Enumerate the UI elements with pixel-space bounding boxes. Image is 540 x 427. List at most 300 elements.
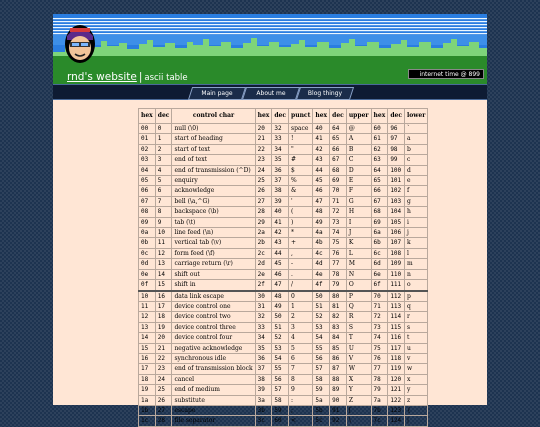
table-cell: 59 (272, 405, 289, 415)
table-cell: synchronous idle (172, 353, 255, 363)
table-cell: O (346, 280, 371, 291)
nav-label: About me (256, 90, 286, 97)
table-cell: null (\0) (172, 124, 255, 134)
table-cell: 52 (313, 312, 330, 322)
table-cell: 39 (255, 385, 272, 395)
page-container (53, 14, 487, 425)
table-cell: 23 (255, 155, 272, 165)
table-cell: 33 (255, 322, 272, 332)
table-cell: shift out (172, 269, 255, 279)
table-cell: 46 (272, 269, 289, 279)
table-cell: 21 (255, 134, 272, 144)
table-cell: 115 (388, 322, 405, 332)
table-cell: 69 (371, 217, 388, 227)
table-cell: E (346, 176, 371, 186)
column-header: upper (346, 109, 371, 124)
table-cell: device control four (172, 333, 255, 343)
table-cell: 1 (289, 301, 313, 311)
table-cell: 34 (255, 333, 272, 343)
table-cell: 19 (139, 385, 156, 395)
table-cell: 76 (330, 248, 347, 258)
table-cell: v (404, 353, 427, 363)
table-cell: 45 (272, 259, 289, 269)
table-cell: A (346, 134, 371, 144)
table-cell: , (289, 248, 313, 258)
table-cell: 53 (272, 343, 289, 353)
table-cell: 102 (388, 186, 405, 196)
nav-about-me[interactable] (242, 87, 300, 100)
table-cell: 5b (313, 405, 330, 415)
table-cell: u (404, 343, 427, 353)
table-cell: M (346, 259, 371, 269)
table-cell: form feed (\f) (172, 248, 255, 258)
table-cell: 16 (155, 291, 172, 302)
table-cell: N (346, 269, 371, 279)
table-cell: end of transmission (^D) (172, 165, 255, 175)
table-cell: 60 (371, 124, 388, 134)
table-cell: 86 (330, 353, 347, 363)
table-cell: 61 (371, 134, 388, 144)
table-cell: 88 (330, 374, 347, 384)
table-cell: 31 (255, 301, 272, 311)
column-header: control char (172, 109, 255, 124)
table-cell: 0b (139, 238, 156, 248)
table-cell: & (289, 186, 313, 196)
table-cell: V (346, 353, 371, 363)
table-cell: 75 (330, 238, 347, 248)
table-cell: 22 (155, 353, 172, 363)
table-cell: 26 (155, 395, 172, 405)
table-cell: 03 (139, 155, 156, 165)
table-cell: F (346, 186, 371, 196)
nav-label: Main page (201, 90, 233, 97)
table-cell: 121 (388, 385, 405, 395)
table-cell: 0e (139, 269, 156, 279)
table-cell: 68 (330, 165, 347, 175)
table-cell: 5 (155, 176, 172, 186)
site-header (53, 14, 487, 84)
column-header: lower (404, 109, 427, 124)
table-cell: Y (346, 385, 371, 395)
nav-blog-thingy[interactable] (296, 87, 354, 100)
table-cell: 14 (155, 269, 172, 279)
table-cell: * (289, 228, 313, 238)
table-cell: 103 (388, 196, 405, 206)
table-cell: ( (289, 207, 313, 217)
table-cell: shift in (172, 280, 255, 291)
table-cell: j (404, 228, 427, 238)
table-cell: 42 (272, 228, 289, 238)
table-cell: 63 (371, 155, 388, 165)
table-cell: 41 (313, 134, 330, 144)
table-cell: 10 (139, 291, 156, 302)
table-cell: % (289, 176, 313, 186)
table-cell: negative acknowledge (172, 343, 255, 353)
table-cell: 111 (388, 280, 405, 291)
table-cell: 4b (313, 238, 330, 248)
table-cell: 46 (313, 186, 330, 196)
table-cell: 89 (330, 385, 347, 395)
table-cell: device control three (172, 322, 255, 332)
table-row (139, 196, 428, 206)
table-cell: 37 (272, 176, 289, 186)
table-cell: 56 (313, 353, 330, 363)
table-cell: 108 (388, 248, 405, 258)
table-cell: 29 (255, 217, 272, 227)
table-cell: 4 (155, 165, 172, 175)
column-header: hex (255, 109, 272, 124)
table-cell: 4 (289, 333, 313, 343)
column-header: dec (155, 109, 172, 124)
table-row (139, 155, 428, 165)
table-cell: 7c (371, 416, 388, 426)
table-cell: 70 (330, 186, 347, 196)
table-cell: 2 (155, 144, 172, 154)
table-cell: device control one (172, 301, 255, 311)
table-cell: 3 (155, 155, 172, 165)
table-cell: 25 (155, 385, 172, 395)
table-cell: 82 (330, 312, 347, 322)
table-cell: 1a (139, 395, 156, 405)
table-cell: . (289, 269, 313, 279)
table-cell: 27 (155, 405, 172, 415)
table-cell: 4f (313, 280, 330, 291)
table-cell: 105 (388, 217, 405, 227)
table-cell: 80 (330, 291, 347, 302)
table-cell: 70 (371, 291, 388, 302)
table-cell: 64 (371, 165, 388, 175)
table-cell: data link escape (172, 291, 255, 302)
table-cell: 53 (313, 322, 330, 332)
column-header: punct (289, 109, 313, 124)
nav-bar (53, 84, 487, 100)
table-cell: tab (\t) (172, 217, 255, 227)
table-cell: h (404, 207, 427, 217)
table-cell: 73 (371, 322, 388, 332)
table-cell: 36 (255, 353, 272, 363)
table-cell: p (404, 291, 427, 302)
table-body (139, 124, 428, 427)
table-cell: 85 (330, 343, 347, 353)
table-cell: enquiry (172, 176, 255, 186)
table-row (139, 269, 428, 279)
table-cell: 45 (313, 176, 330, 186)
table-cell: 02 (139, 144, 156, 154)
table-cell: 113 (388, 301, 405, 311)
table-cell: escape (172, 405, 255, 415)
table-cell: 35 (255, 343, 272, 353)
table-cell: 107 (388, 238, 405, 248)
table-cell: ' (289, 196, 313, 206)
table-cell: 4d (313, 259, 330, 269)
table-cell: 57 (313, 364, 330, 374)
table-cell: # (289, 155, 313, 165)
site-title (67, 71, 188, 83)
table-cell: vertical tab (\v) (172, 238, 255, 248)
table-cell: T (346, 333, 371, 343)
table-cell: 17 (155, 301, 172, 311)
table-row (139, 176, 428, 186)
table-row (139, 343, 428, 353)
table-cell: 122 (388, 395, 405, 405)
table-cell: 38 (272, 186, 289, 196)
table-cell: f (404, 186, 427, 196)
table-cell: 110 (388, 269, 405, 279)
table-cell: ` (404, 124, 427, 134)
table-cell: X (346, 374, 371, 384)
table-cell: n (404, 269, 427, 279)
table-cell: 6e (371, 269, 388, 279)
table-cell: 6f (371, 280, 388, 291)
table-cell: 56 (272, 374, 289, 384)
table-cell: 58 (313, 374, 330, 384)
table-cell: 3c (255, 416, 272, 426)
table-cell: S (346, 322, 371, 332)
table-cell: 62 (371, 144, 388, 154)
table-row (139, 416, 428, 426)
table-cell: 104 (388, 207, 405, 217)
table-cell: 17 (139, 364, 156, 374)
table-cell: 37 (255, 364, 272, 374)
table-cell: $ (289, 165, 313, 175)
table-row (139, 217, 428, 227)
table-cell: 38 (255, 374, 272, 384)
table-cell: J (346, 228, 371, 238)
table-cell: 32 (255, 312, 272, 322)
table-row (139, 186, 428, 196)
table-row (139, 301, 428, 311)
table-cell: 78 (371, 374, 388, 384)
table-cell: 21 (155, 343, 172, 353)
table-cell: t (404, 333, 427, 343)
table-cell: s (404, 322, 427, 332)
table-row (139, 144, 428, 154)
table-cell: K (346, 238, 371, 248)
table-cell: 6a (371, 228, 388, 238)
table-cell: end of medium (172, 385, 255, 395)
table-cell: 101 (388, 176, 405, 186)
table-cell: 7a (371, 395, 388, 405)
table-cell: 24 (155, 374, 172, 384)
table-cell: bell (\a,^G) (172, 196, 255, 206)
table-cell: 40 (313, 124, 330, 134)
table-cell: 2b (255, 238, 272, 248)
table-row (139, 395, 428, 405)
table-cell: 24 (255, 165, 272, 175)
table-cell: 54 (313, 333, 330, 343)
table-cell: 52 (272, 333, 289, 343)
table-cell: 64 (330, 124, 347, 134)
page-subtitle: ascii table (144, 73, 188, 83)
table-cell: 100 (388, 165, 405, 175)
table-cell: Z (346, 395, 371, 405)
table-cell: 112 (388, 291, 405, 302)
table-cell: carriage return (\r) (172, 259, 255, 269)
nav-label: Blog thingy (307, 90, 343, 97)
table-cell: 8 (155, 207, 172, 217)
table-cell: < (289, 416, 313, 426)
table-cell: 4e (313, 269, 330, 279)
table-cell: 32 (272, 124, 289, 134)
table-cell: 75 (371, 343, 388, 353)
table-cell: 66 (330, 144, 347, 154)
table-cell: 01 (139, 134, 156, 144)
table-row (139, 165, 428, 175)
table-cell: 71 (330, 196, 347, 206)
table-cell: 65 (371, 176, 388, 186)
table-row (139, 385, 428, 395)
table-cell: 47 (272, 280, 289, 291)
table-cell: [ (346, 405, 371, 415)
title-separator: | (138, 71, 143, 83)
table-cell: 96 (388, 124, 405, 134)
table-cell: I (346, 217, 371, 227)
table-cell: 57 (272, 385, 289, 395)
table-cell: 28 (255, 207, 272, 217)
table-cell: 123 (388, 405, 405, 415)
table-cell: 7b (371, 405, 388, 415)
table-row (139, 124, 428, 134)
table-cell: 1b (139, 405, 156, 415)
table-cell: 2a (255, 228, 272, 238)
table-cell: 11 (139, 301, 156, 311)
table-cell: 106 (388, 228, 405, 238)
table-cell: 44 (272, 248, 289, 258)
table-cell: 66 (371, 186, 388, 196)
table-row (139, 280, 428, 291)
table-cell: 119 (388, 364, 405, 374)
table-cell: 49 (272, 301, 289, 311)
table-cell: b (404, 144, 427, 154)
table-cell: 0d (139, 259, 156, 269)
table-cell: l (404, 248, 427, 258)
table-cell: 40 (272, 207, 289, 217)
table-cell: 15 (155, 280, 172, 291)
column-header: hex (371, 109, 388, 124)
internet-time-display: internet time @ 899 (408, 69, 484, 79)
table-cell: 59 (313, 385, 330, 395)
table-cell: 124 (388, 416, 405, 426)
table-cell: | (404, 416, 427, 426)
table-cell: + (289, 238, 313, 248)
column-header: hex (313, 109, 330, 124)
table-cell: 12 (139, 312, 156, 322)
table-cell: H (346, 207, 371, 217)
table-cell: 06 (139, 186, 156, 196)
table-cell: 79 (330, 280, 347, 291)
table-cell: 50 (272, 312, 289, 322)
table-row (139, 259, 428, 269)
table-cell: 08 (139, 207, 156, 217)
table-cell: 33 (272, 134, 289, 144)
table-cell: 98 (388, 144, 405, 154)
table-cell: 74 (330, 228, 347, 238)
table-cell: U (346, 343, 371, 353)
table-cell: 35 (272, 155, 289, 165)
table-cell: 8 (289, 374, 313, 384)
table-cell: 0f (139, 280, 156, 291)
ascii-table-container (138, 108, 428, 427)
table-cell: 25 (255, 176, 272, 186)
table-cell: / (289, 280, 313, 291)
table-cell: 13 (155, 259, 172, 269)
table-cell: o (404, 280, 427, 291)
table-cell: 91 (330, 405, 347, 415)
table-cell: e (404, 176, 427, 186)
table-row (139, 134, 428, 144)
table-cell: 0 (155, 124, 172, 134)
table-cell: 44 (313, 165, 330, 175)
table-cell: g (404, 196, 427, 206)
table-cell: 69 (330, 176, 347, 186)
table-cell: 09 (139, 217, 156, 227)
table-cell: 15 (139, 343, 156, 353)
column-header: dec (272, 109, 289, 124)
table-cell: 28 (155, 416, 172, 426)
table-cell: substitute (172, 395, 255, 405)
table-cell: i (404, 217, 427, 227)
table-cell: 3b (255, 405, 272, 415)
table-cell: 1c (139, 416, 156, 426)
column-header: dec (388, 109, 405, 124)
table-cell: 43 (313, 155, 330, 165)
table-row (139, 353, 428, 363)
table-cell: 118 (388, 353, 405, 363)
table-cell: 68 (371, 207, 388, 217)
table-cell: 3 (289, 322, 313, 332)
table-cell: C (346, 155, 371, 165)
table-cell: { (404, 405, 427, 415)
table-cell: 5c (313, 416, 330, 426)
table-cell: 0 (289, 291, 313, 302)
table-cell: 2 (289, 312, 313, 322)
table-cell: " (289, 144, 313, 154)
table-cell: backspace (\b) (172, 207, 255, 217)
table-cell: 77 (330, 259, 347, 269)
table-cell: 9 (289, 385, 313, 395)
table-cell: D (346, 165, 371, 175)
table-cell: file separator (172, 416, 255, 426)
table-cell: 55 (313, 343, 330, 353)
table-cell: 72 (371, 312, 388, 322)
table-cell: 78 (330, 269, 347, 279)
site-title-link[interactable]: rnd's website (67, 71, 137, 83)
table-cell: 13 (139, 322, 156, 332)
table-cell: w (404, 364, 427, 374)
table-cell: start of heading (172, 134, 255, 144)
table-cell: 27 (255, 196, 272, 206)
table-cell: 3a (255, 395, 272, 405)
table-cell: 76 (371, 353, 388, 363)
table-cell: ! (289, 134, 313, 144)
table-cell: 36 (272, 165, 289, 175)
table-cell: 30 (255, 291, 272, 302)
column-header: hex (139, 109, 156, 124)
table-cell: x (404, 374, 427, 384)
table-cell: 42 (313, 144, 330, 154)
table-cell: 99 (388, 155, 405, 165)
table-cell: 81 (330, 301, 347, 311)
table-cell: 117 (388, 343, 405, 353)
table-cell: 20 (255, 124, 272, 134)
table-cell: 77 (371, 364, 388, 374)
table-cell: \ (346, 416, 371, 426)
table-cell: 51 (272, 322, 289, 332)
nav-main-page[interactable] (188, 87, 246, 100)
table-cell: acknowledge (172, 186, 255, 196)
table-cell: 7 (289, 364, 313, 374)
table-cell: line feed (\n) (172, 228, 255, 238)
